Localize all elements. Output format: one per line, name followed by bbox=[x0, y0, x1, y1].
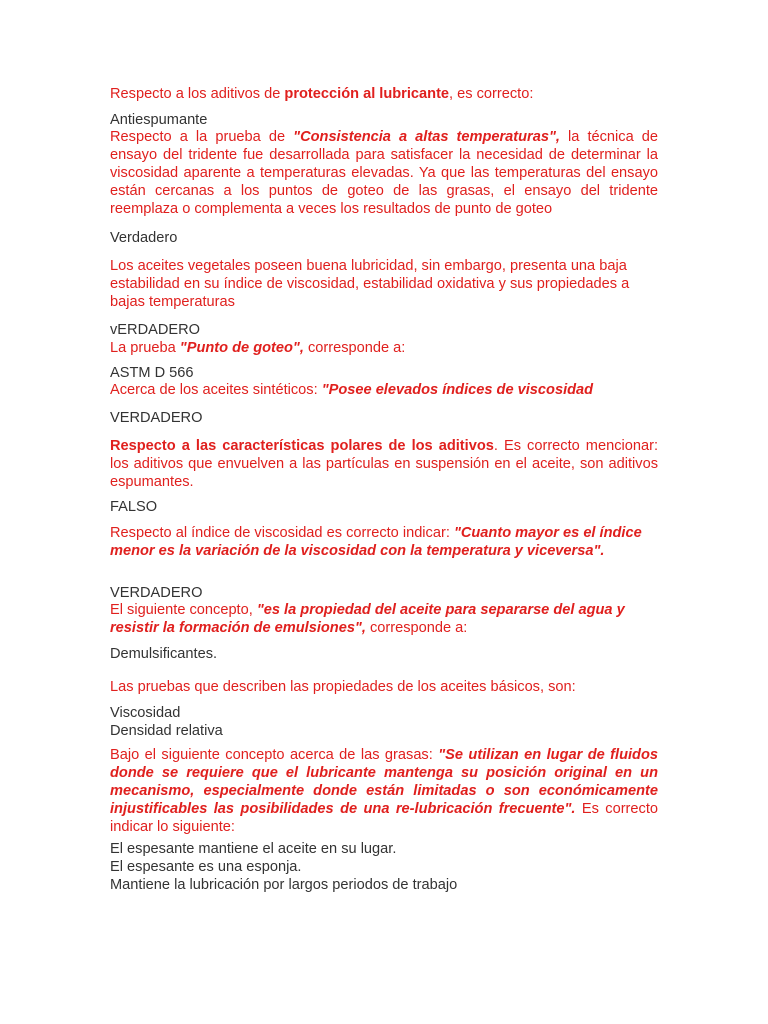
question-6 bbox=[110, 437, 658, 491]
answer-line: Densidad relativa bbox=[110, 723, 223, 739]
question-emphasis: "Consistencia a altas temperaturas", bbox=[293, 129, 560, 145]
answer-10 bbox=[110, 840, 658, 894]
question-9: Las pruebas que describen las propiedades de los aceites básicos, son: bbox=[110, 679, 576, 695]
question-5 bbox=[110, 381, 658, 399]
answer-6: FALSO bbox=[110, 499, 158, 515]
answer-line: Viscosidad bbox=[110, 705, 181, 721]
question-2 bbox=[110, 128, 658, 218]
answer-7: VERDADERO bbox=[110, 585, 203, 601]
question-text: Respecto al índice de viscosidad es correcto indicar: bbox=[110, 525, 454, 541]
question-text: La prueba bbox=[110, 340, 180, 356]
question-emphasis: "Posee elevados índices de viscosidad bbox=[321, 382, 594, 398]
question-emphasis: "es la propiedad del aceite para separarse del agua y resistir la formación de emulsiones", bbox=[110, 602, 625, 636]
answer-9 bbox=[110, 704, 658, 740]
question-4 bbox=[110, 339, 658, 357]
question-text: . Es correcto mencionar: los aditivos que envuelven a las partículas en suspensión en el aceite, son aditivos espumantes. bbox=[110, 438, 658, 490]
question-emphasis: protección al lubricante bbox=[284, 86, 450, 102]
answer-1: Antiespumante bbox=[110, 112, 208, 128]
question-1 bbox=[110, 85, 658, 103]
question-8 bbox=[110, 601, 658, 637]
question-text: corresponde a: bbox=[365, 620, 468, 636]
answer-line: El espesante es una esponja. bbox=[110, 859, 302, 875]
question-emphasis: "Punto de goteo", bbox=[179, 340, 304, 356]
question-emphasis: "Se utilizan en lugar de fluidos donde se requiere que el lubricante mantenga su posición original en un mecanismo, especialmente donde están limitadas o son económicamente injustificables las posibilidades de una re-lubricación frecuente". bbox=[110, 747, 658, 817]
question-3: Los aceites vegetales poseen buena lubricidad, sin embargo, presenta una baja estabilidad en su índice de viscosidad, estabilidad oxidativa y sus propiedades a bajas temperaturas bbox=[110, 258, 630, 310]
answer-5: VERDADERO bbox=[110, 410, 203, 426]
question-text: Acerca de los aceites sintéticos: bbox=[110, 382, 322, 398]
question-text: Es correcto indicar lo siguiente: bbox=[110, 801, 658, 835]
answer-line: Mantiene la lubricación por largos periodos de trabajo bbox=[110, 877, 458, 893]
question-text: , es correcto: bbox=[449, 86, 534, 102]
question-10 bbox=[110, 746, 658, 836]
question-emphasis: Respecto a las características polares de los aditivos bbox=[110, 438, 494, 454]
question-text: Bajo el siguiente concepto acerca de las grasas: bbox=[110, 747, 439, 763]
question-text: corresponde a: bbox=[303, 340, 406, 356]
question-text: Respecto a la prueba de bbox=[110, 129, 294, 145]
answer-8: Demulsificantes. bbox=[110, 646, 218, 662]
question-text: Respecto a los aditivos de bbox=[110, 86, 285, 102]
answer-4: ASTM D 566 bbox=[110, 365, 194, 381]
answer-3: vERDADERO bbox=[110, 322, 201, 338]
answer-line: El espesante mantiene el aceite en su lugar. bbox=[110, 841, 397, 857]
question-emphasis: "Cuanto mayor es el índice menor es la variación de la viscosidad con la temperatura y viceversa". bbox=[110, 525, 642, 559]
answer-2: Verdadero bbox=[110, 230, 178, 246]
question-text: la técnica de ensayo del tridente fue desarrollada para satisfacer la necesidad de determinar la viscosidad aparente a temperaturas elevadas. Ya que las temperaturas del ensayo están cercanas a los puntos de goteo de las grasas, el ensayo del tridente reemplaza o complementa a veces los resultados de punto de goteo bbox=[110, 129, 658, 217]
question-text: El siguiente concepto, bbox=[110, 602, 257, 618]
question-7 bbox=[110, 524, 658, 560]
